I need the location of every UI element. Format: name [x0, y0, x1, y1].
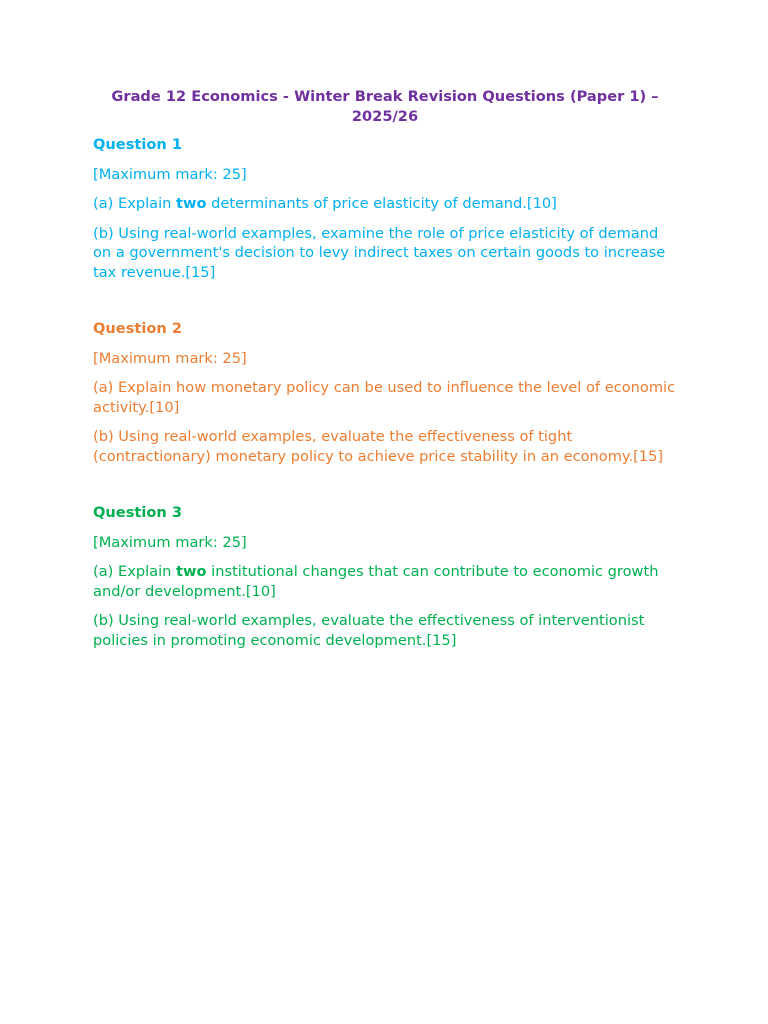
question-1-part-a [93, 194, 677, 214]
question-3-part-a-emphasis: two [176, 563, 207, 580]
question-1-part-a-prefix: (a) Explain [93, 195, 177, 212]
question-1-block [93, 135, 677, 282]
question-2-block [93, 319, 677, 466]
page-title: Grade 12 Economics - Winter Break Revision Questions (Paper 1) – 2025/26 [111, 88, 659, 125]
question-1-part-a-emphasis: two [176, 195, 207, 212]
question-3-part-a-suffix: institutional changes that can contribute to economic growth and/or development.[10] [93, 563, 659, 600]
question-1-max-mark: [Maximum mark: 25] [93, 165, 247, 183]
question-1-part-b: (b) Using real-world examples, examine the role of price elasticity of demand on a government's decision to levy indirect taxes on certain goods to increase tax revenue.[15] [93, 224, 666, 281]
question-2-heading: Question 2 [93, 320, 183, 337]
question-3-part-a [93, 562, 677, 601]
question-3-part-b: (b) Using real-world examples, evaluate the effectiveness of interventionist policies in promoting economic development.[15] [93, 612, 645, 649]
question-3-heading: Question 3 [93, 504, 183, 521]
question-3-block [93, 503, 677, 650]
question-1-heading: Question 1 [93, 136, 183, 153]
question-3-max-mark: [Maximum mark: 25] [93, 533, 247, 551]
document-content [93, 87, 677, 660]
question-2-part-b: (b) Using real-world examples, evaluate the effectiveness of tight (contractionary) monetary policy to achieve price stability in an economy.[15] [93, 428, 664, 465]
question-2-max-mark: [Maximum mark: 25] [93, 349, 247, 367]
question-1-part-a-suffix: determinants of price elasticity of demand.[10] [206, 195, 557, 212]
question-3-part-a-prefix: (a) Explain [93, 563, 177, 580]
question-2-part-a [93, 378, 677, 417]
question-2-part-a-prefix: (a) Explain how monetary policy can be used to influence the level of economic activity.[10] [93, 379, 676, 416]
